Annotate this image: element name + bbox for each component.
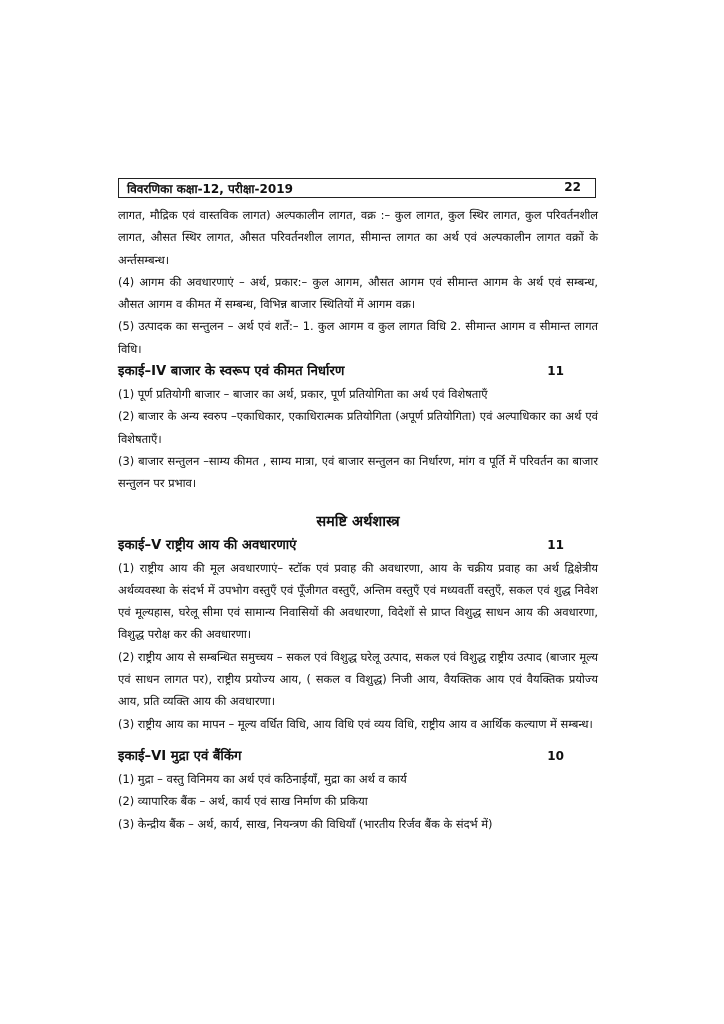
page-content [118,204,598,835]
unit6-title: इकाई–VI मुद्रा एवं बैंकिंग [118,748,242,764]
page-number: 22 [564,180,581,194]
list-item: (3) बाजार सन्तुलन –साम्य कीमत , साम्य मात्रा, एवं बाजार सन्तुलन का निर्धारण, मांग व पूर्ति में परिवर्तन का बाजार सन्तुलन पर प्रभाव। [118,453,598,491]
unit5-heading [118,534,598,557]
unit6-heading [118,745,598,768]
unit4-marks: 11 [547,364,564,379]
list-item: (3) केन्द्रीय बैंक – अर्थ, कार्य, साख, नियन्त्रण की विधियाँ (भारतीय रिर्जव बैंक के संदर्भ में) [118,816,493,831]
paragraph: (4) आगम की अवधारणाएं – अर्थ, प्रकार:– कुल आगम, औसत आगम एवं सीमान्त आगम के अर्थ एवं सम्बन्ध, औसत आगम व कीमत में सम्बन्ध, विभिन्न बाजार स्थितियों में आगम वक्र। [118,274,598,312]
list-item: (2) व्यापारिक बैंक – अर्थ, कार्य एवं साख निर्माण की प्रकिया [118,794,368,809]
page-header [118,178,596,198]
spacer [118,735,598,745]
paragraph: (5) उत्पादक का सन्तुलन – अर्थ एवं शर्तें:– 1. कुल आगम व कुल लागत विधि 2. सीमान्त आगम व सीमान्त लागत विधि। [118,319,598,356]
unit4-title: इकाई–IV बाजार के स्वरूप एवं कीमत निर्धारण [118,364,345,380]
list-item: (3) राष्ट्रीय आय का मापन – मूल्य वर्धित विधि, आय विधि एवं व्यय विधि, राष्ट्रीय आय व आर्थिक कल्याण में सम्बन्ध। [118,716,593,731]
paragraph: लागत, मौद्रिक एवं वास्तविक लागत) अल्पकालीन लागत, वक्र :– कुल लागत, कुल स्थिर लागत, कुल परिवर्तनशील लागत, औसत स्थिर लागत, औसत परिवर्तनशील लागत, सीमान्त लागत का अर्थ एवं अल्पकालीन लागत वक्रों के अर्न्तसम्बन्ध। [118,208,598,267]
list-item: (1) मुद्रा – वस्तु विनिमय का अर्थ एवं कठिनाईयाँ, मुद्रा का अर्थ व कार्य [118,771,407,786]
list-item: (1) पूर्ण प्रतियोगी बाजार – बाजार का अर्थ, प्रकार, पूर्ण प्रतियोगिता का अर्थ एवं विशेषताएँ [118,387,488,402]
header-title: विवरणिका कक्षा-12, परीक्षा-2019 [127,182,293,196]
list-item: (1) राष्ट्रीय आय की मूल अवधारणाएं– स्टॉक एवं प्रवाह की अवधारणा, आय के चक्रीय प्रवाह का अर्थ द्विक्षेत्रीय अर्थव्यवस्था के संदर्भ में उपभोग वस्तुएँ एवं पूँजीगत वस्तुएँ, अन्तिम वस्तुएँ एवं मध्यवर्ती वस्तुएँ, सकल एवं शुद्ध निवेश एवं मूल्यहास, घरेलू सीमा एवं सामान्य निवासियों की अवधारणा, विदेशों से प्राप्त विशुद्ध साधन आय की अवधारणा, विशुद्ध परोक्ष कर की अवधारणा। [118,560,598,642]
list-item: (2) राष्ट्रीय आय से सम्बन्धित समुच्चय – सकल एवं विशुद्ध घरेलू उत्पाद, सकल एवं विशुद्ध राष्ट्रीय उत्पाद (बाजार मूल्य एवं साधन लागत पर), राष्ट्रीय प्रयोज्य आय, ( सकल व विशुद्ध) निजी आय, वैयक्तिक आय एवं वैयक्तिक प्रयोज्य आय, प्रति व्यक्ति आय की अवधारणा। [118,649,598,709]
unit6-marks: 10 [547,748,564,763]
unit5-marks: 11 [547,537,564,552]
unit4-heading [118,360,598,383]
list-item: (2) बाजार के अन्य स्वरुप –एकाधिकार, एकाधिरात्मक प्रतियोगिता (अपूर्ण प्रतियोगिता) एवं अल्पाधिकार का अर्थ एवं विशेषताएँ। [118,409,598,446]
section-heading: समष्टि अर्थशास्त्र [316,513,400,530]
unit5-title: इकाई–V राष्ट्रीय आय की अवधारणाएं [118,537,297,553]
